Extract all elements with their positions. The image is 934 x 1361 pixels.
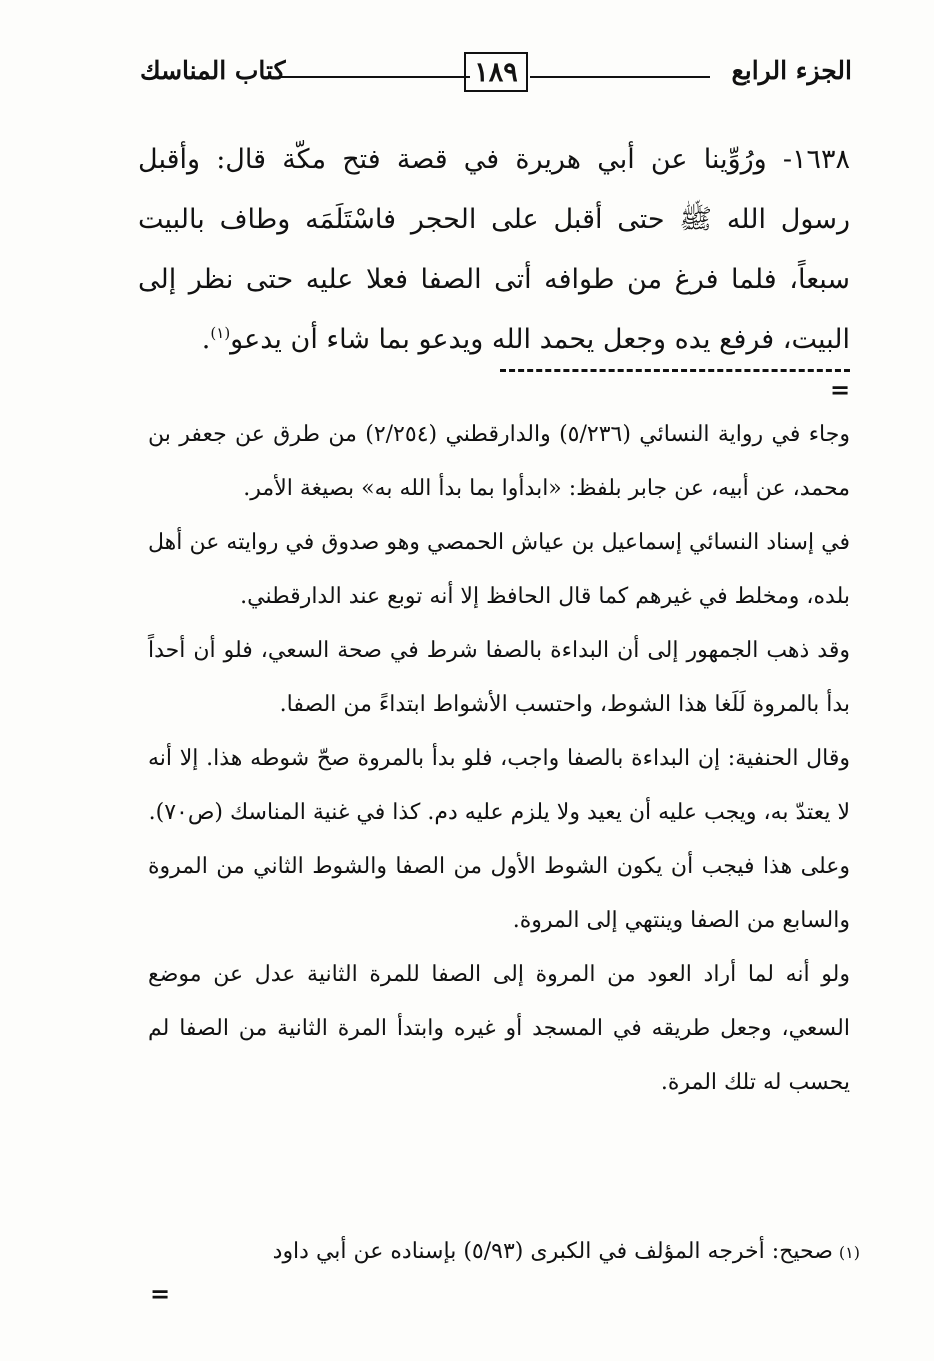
hadith-paragraph [138, 130, 850, 370]
continuation-mark: = [830, 375, 851, 404]
section-separator [500, 369, 850, 372]
commentary-paragraph: وعلى هذا فيجب أن يكون الشوط الأول من الصفا والشوط الثاني من المروة والسابع من الصفا وينتهي إلى المروة. [148, 854, 850, 933]
commentary-paragraph: وقال الحنفية: إن البداءة بالصفا واجب، فلو بدأ بالمروة صحّ شوطه هذا. إلا أنه لا يعتدّ به، ويجب عليه أن يعيد ولا يلزم عليه دم. كذا في غنية المناسك (ص٧٠). [148, 746, 850, 825]
page-header [140, 52, 852, 100]
footnote-marker: (١) [838, 1243, 860, 1262]
commentary-paragraph: وقد ذهب الجمهور إلى أن البداءة بالصفا شرط في صحة السعي، فلو أن أحداً بدأ بالمروة لَلَغا هذا الشوط، واحتسب الأشواط ابتداءً من الصفا. [148, 638, 850, 717]
hadith-body: ١٦٣٨- ورُوِّينا عن أبي هريرة في قصة فتح مكّة قال: وأقبل رسول الله ﷺ حتى أقبل على الحجر فاسْتَلَمَه وطاف بالبيت سبعاً، فلما فرغ من طوافه أتى الصفا فعلا عليه حتى نظر إلى البيت، فرفع يده وجعل يحمد الله ويدعو بما شاء أن يدعو [138, 144, 850, 355]
header-rule-left [280, 76, 470, 78]
footnote [148, 1230, 860, 1275]
footnote-text: صحيح: أخرجه المؤلف في الكبرى (٥/٩٣) بإسناده عن أبي داود [272, 1239, 833, 1264]
header-rule-right [530, 76, 710, 78]
footnote-continuation-mark: = [150, 1279, 171, 1308]
part-title: الجزء الرابع [731, 56, 852, 85]
hadith-end: . [201, 324, 211, 355]
hadith-text [138, 130, 850, 370]
page-number: ١٨٩ [464, 52, 528, 92]
commentary [148, 408, 850, 1110]
commentary-paragraph: في إسناد النسائي إسماعيل بن عياش الحمصي وهو صدوق في روايته عن أهل بلده، ومخلط في غيرهم كما قال الحافظ إلا أنه توبع عند الدارقطني. [148, 530, 850, 609]
book-title: كتاب المناسك [140, 56, 286, 85]
footnote-reference: (١) [210, 324, 231, 342]
commentary-paragraph: وجاء في رواية النسائي (٥/٢٣٦) والدارقطني (٢/٢٥٤) من طرق عن جعفر بن محمد، عن أبيه، عن جابر بلفظ: «ابدأوا بما بدأ الله به» بصيغة الأمر. [148, 422, 850, 501]
commentary-paragraph: ولو أنه لما أراد العود من المروة إلى الصفا للمرة الثانية عدل عن موضع السعي، وجعل طريقه في المسجد أو غيره وابتدأ المرة الثانية من الصفا لم يحسب له تلك المرة. [148, 962, 850, 1095]
